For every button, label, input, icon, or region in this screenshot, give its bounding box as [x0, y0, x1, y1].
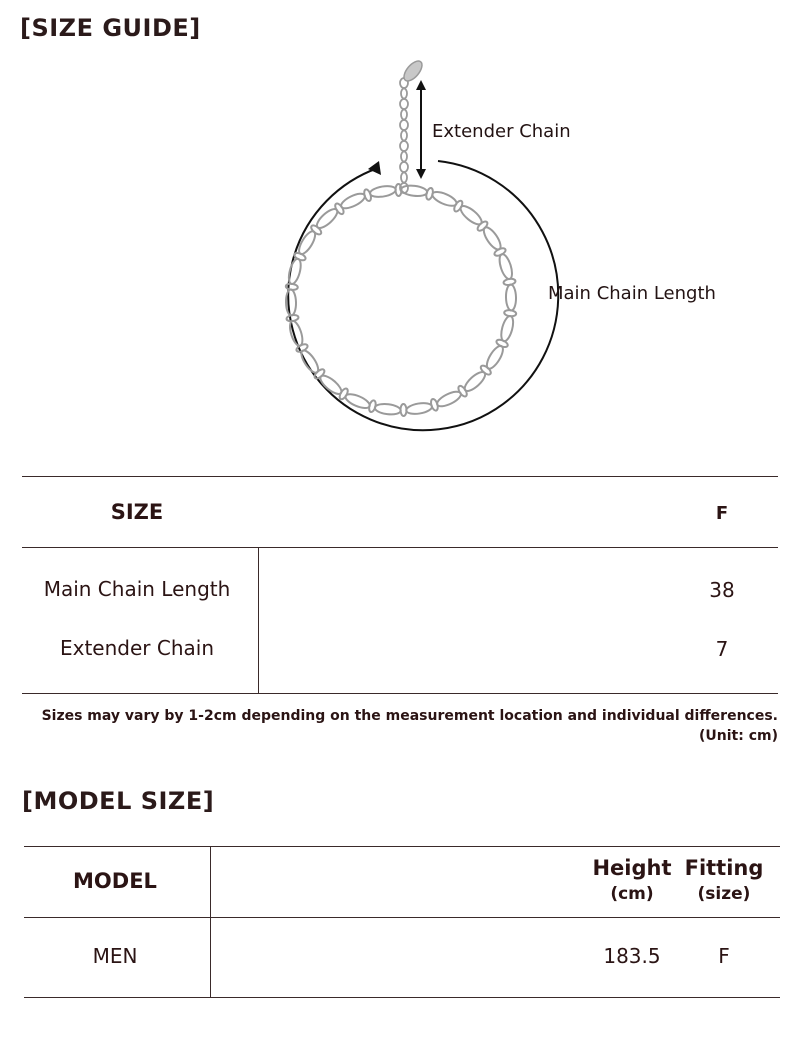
- model-row-height: 183.5: [603, 944, 661, 968]
- chain-bead: [313, 368, 326, 381]
- main-chain-length-label: Main Chain Length: [548, 283, 716, 304]
- extender-link: [401, 110, 407, 120]
- row-extender-value: 7: [715, 637, 729, 661]
- model-header: MODEL: [73, 869, 157, 893]
- row-main-chain-value: 38: [709, 578, 735, 602]
- model-row-fitting: F: [718, 944, 730, 968]
- model-row-name: MEN: [92, 944, 138, 968]
- chain-link: [286, 289, 297, 315]
- extender-link: [400, 120, 408, 130]
- chain-link: [374, 403, 401, 416]
- unit-note: (Unit: cm): [699, 728, 778, 744]
- height-header: Height: [592, 856, 672, 880]
- chain-link: [499, 315, 515, 343]
- chain-link: [497, 253, 514, 281]
- extender-link: [401, 152, 407, 162]
- size-table-divider: [258, 548, 259, 693]
- size-guide-title: [SIZE GUIDE]: [20, 14, 201, 42]
- necklace-diagram: [250, 55, 730, 445]
- arc-arrowhead: [368, 161, 381, 175]
- extender-link: [400, 141, 408, 151]
- row-main-chain-label: Main Chain Length: [43, 577, 231, 601]
- chain-link: [287, 319, 304, 347]
- model-table-top-rule: [24, 846, 780, 847]
- row-extender-label: Extender Chain: [59, 636, 214, 660]
- height-unit-header: (cm): [610, 884, 654, 904]
- measurement-note: Sizes may vary by 1-2cm depending on the measurement location and individual differences.: [41, 708, 778, 724]
- model-table-bottom-rule: [24, 997, 780, 998]
- size-table-header-rule: [22, 547, 778, 548]
- chain-link: [339, 191, 367, 211]
- size-header: SIZE: [110, 500, 164, 524]
- extender-link: [401, 131, 407, 141]
- chain-link: [401, 184, 428, 197]
- extender-link: [400, 99, 408, 109]
- chain-link: [506, 284, 517, 310]
- extender-links: [400, 78, 408, 193]
- extender-charm: [401, 58, 426, 84]
- chain-bead: [476, 220, 489, 233]
- extender-link: [401, 89, 407, 99]
- model-table-header-rule: [24, 917, 780, 918]
- extender-chain-label: Extender Chain: [432, 121, 571, 142]
- fitting-header: Fitting: [684, 856, 764, 880]
- chain-link: [287, 258, 303, 286]
- size-table-top-rule: [22, 476, 778, 477]
- chain-link: [435, 389, 463, 409]
- chain-link: [369, 184, 396, 198]
- size-f-header: F: [715, 503, 729, 524]
- chain-link: [405, 401, 432, 415]
- model-table-divider: [210, 847, 211, 998]
- size-table-bottom-rule: [22, 693, 778, 694]
- extender-link: [401, 173, 407, 183]
- fitting-unit-header: (size): [697, 884, 751, 904]
- extender-link: [400, 162, 408, 172]
- extender-arrow-bottom: [416, 169, 426, 179]
- model-size-title: [MODEL SIZE]: [22, 787, 215, 815]
- extender-arrow-top: [416, 80, 426, 90]
